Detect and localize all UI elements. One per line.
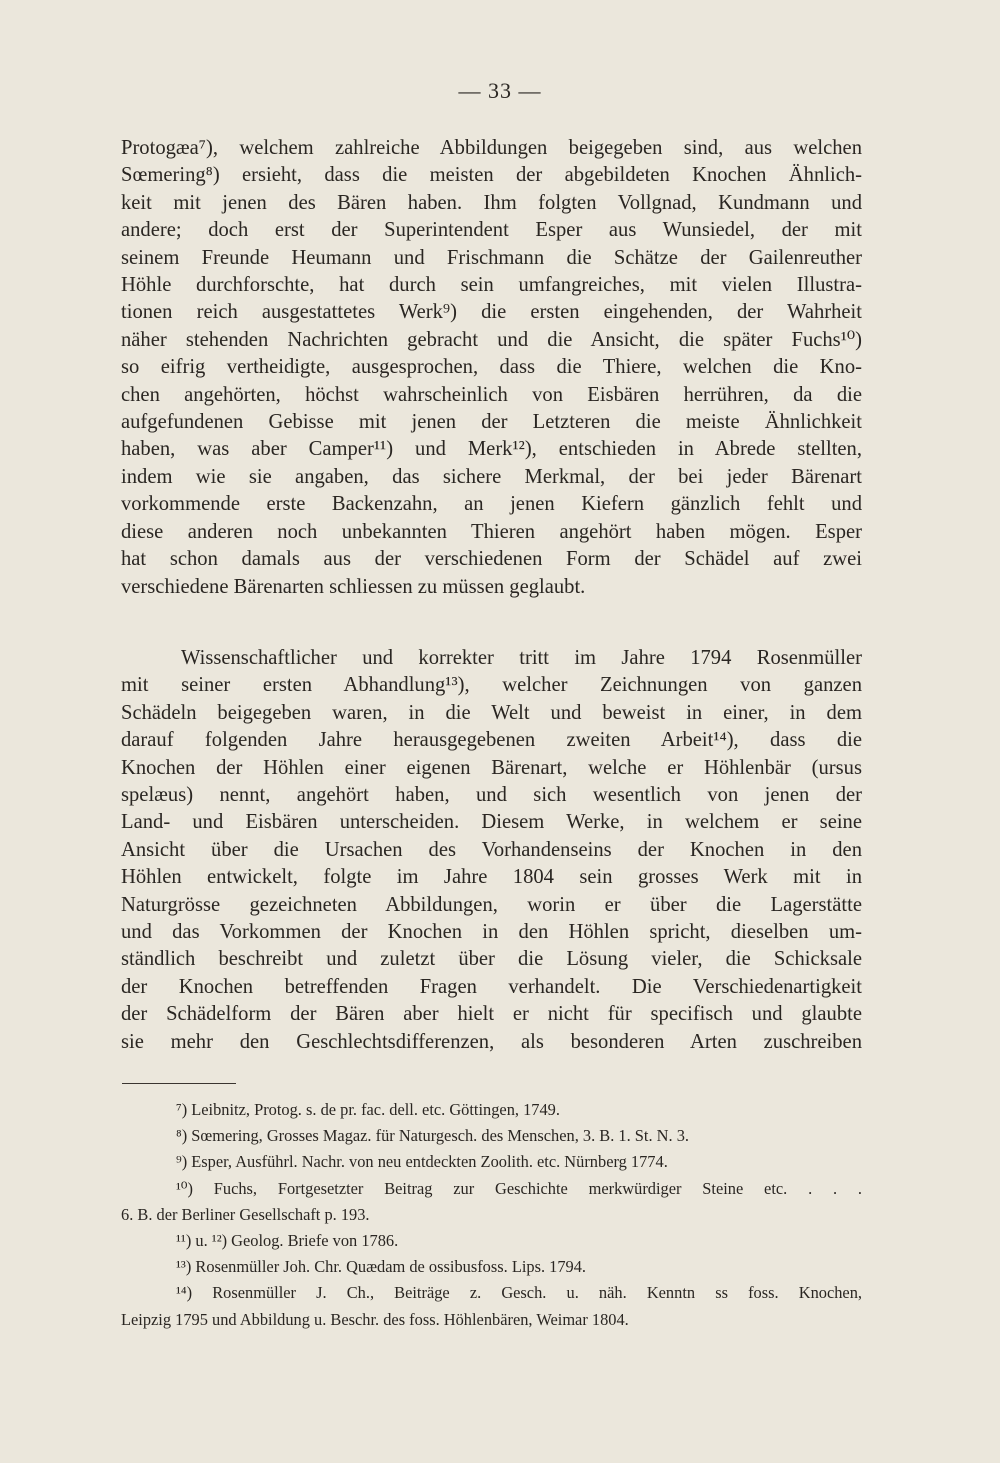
text-line: der Knochen betreffenden Fragen verhandelt. Die Verschiedenartigkeit bbox=[121, 975, 862, 998]
text-line: spelæus) nennt, angehört haben, und sich wesentlich von jenen der bbox=[121, 784, 862, 807]
text-line: keit mit jenen des Bären haben. Ihm folgten Vollgnad, Kundmann und bbox=[121, 191, 862, 214]
text-line: chen angehörten, höchst wahrscheinlich von Eisbären herrühren, da die bbox=[121, 383, 862, 406]
text-line: Schädeln beigegeben waren, in die Welt und beweist in einer, in dem bbox=[121, 701, 862, 724]
text-line: diese anderen noch unbekannten Thieren angehört haben mögen. Esper bbox=[121, 520, 862, 543]
footnote: ¹¹) u. ¹²) Geolog. Briefe von 1786. bbox=[176, 1231, 399, 1251]
text-line: näher stehenden Nachrichten gebracht und die Ansicht, die später Fuchs¹⁰) bbox=[121, 328, 862, 351]
text-line: sie mehr den Geschlechtsdifferenzen, als besonderen Arten zuschreiben bbox=[121, 1030, 862, 1053]
paragraph-1 bbox=[121, 135, 862, 601]
text-line: darauf folgenden Jahre herausgegebenen zweiten Arbeit¹⁴), dass die bbox=[121, 729, 862, 752]
text-line: seinem Freunde Heumann und Frischmann die Schätze der Gailenreuther bbox=[121, 246, 862, 269]
text-line: vorkommende erste Backenzahn, an jenen Kiefern gänzlich fehlt und bbox=[121, 493, 862, 516]
text-line: andere; doch erst der Superintendent Esper aus Wunsiedel, der mit bbox=[121, 219, 862, 242]
footnote: ¹⁰) Fuchs, Fortgesetzter Beitrag zur Geschichte merkwürdiger Steine etc. . . . bbox=[176, 1178, 862, 1198]
footnote: ⁸) Sœmering, Grosses Magaz. für Naturgesch. des Menschen, 3. B. 1. St. N. 3. bbox=[176, 1126, 689, 1146]
text-line: Naturgrösse gezeichneten Abbildungen, worin er über die Lagerstätte bbox=[121, 893, 862, 916]
text-line: Sœmering⁸) ersieht, dass die meisten der abgebildeten Knochen Ähnlich- bbox=[121, 164, 862, 187]
footnote: ⁹) Esper, Ausführl. Nachr. von neu entdeckten Zoolith. etc. Nürnberg 1774. bbox=[176, 1152, 668, 1172]
text-line: Ansicht über die Ursachen des Vorhandenseins der Knochen in den bbox=[121, 838, 862, 861]
text-line: Protogæa⁷), welchem zahlreiche Abbildungen beigegeben sind, aus welchen bbox=[121, 137, 862, 159]
text-line: der Schädelform der Bären aber hielt er nicht für specifisch und glaubte bbox=[121, 1003, 862, 1026]
text-line: aufgefundenen Gebisse mit jenen der Letzteren die meiste Ähnlichkeit bbox=[121, 411, 862, 434]
text-line: so eifrig vertheidigte, ausgesprochen, dass die Thiere, welchen die Kno- bbox=[121, 356, 862, 379]
text-line: Land- und Eisbären unterscheiden. Diesem Werke, in welchem er seine bbox=[121, 811, 862, 834]
text-line: und das Vorkommen der Knochen in den Höhlen spricht, dieselben um- bbox=[121, 921, 862, 944]
text-line: verschiedene Bärenarten schliessen zu müssen geglaubt. bbox=[121, 575, 586, 598]
page-number: — 33 — bbox=[458, 78, 542, 103]
footnote-continuation: 6. B. der Berliner Gesellschaft p. 193. bbox=[121, 1204, 370, 1224]
text-line: Wissenschaftlicher und korrekter tritt im Jahre 1794 Rosenmüller bbox=[181, 647, 862, 669]
footnotes bbox=[121, 1097, 862, 1333]
footnote-divider bbox=[122, 1083, 236, 1084]
text-line: Höhlen entwickelt, folgte im Jahre 1804 sein grosses Werk mit in bbox=[121, 866, 862, 889]
footnote-continuation: Leipzig 1795 und Abbildung u. Beschr. des foss. Höhlenbären, Weimar 1804. bbox=[121, 1309, 629, 1329]
paragraph-2 bbox=[121, 645, 862, 1056]
footnote: ⁷) Leibnitz, Protog. s. de pr. fac. dell. etc. Göttingen, 1749. bbox=[176, 1100, 560, 1119]
text-line: haben, was aber Camper¹¹) und Merk¹²), entschieden in Abrede stellten, bbox=[121, 438, 862, 461]
text-line: tionen reich ausgestattetes Werk⁹) die ersten eingehenden, der Wahrheit bbox=[121, 301, 862, 324]
footnote: ¹⁴) Rosenmüller J. Ch., Beiträge z. Gesch. u. näh. Kenntn ss foss. Knochen, bbox=[176, 1283, 862, 1303]
text-line: mit seiner ersten Abhandlung¹³), welcher Zeichnungen von ganzen bbox=[121, 674, 862, 697]
text-line: Knochen der Höhlen einer eigenen Bärenart, welche er Höhlenbär (ursus bbox=[121, 756, 862, 779]
text-line: Höhle durchforschte, hat durch sein umfangreiches, mit vielen Illustra- bbox=[121, 274, 862, 297]
footnote: ¹³) Rosenmüller Joh. Chr. Quædam de ossibusfoss. Lips. 1794. bbox=[176, 1257, 587, 1277]
text-line: indem wie sie angaben, das sichere Merkmal, der bei jeder Bärenart bbox=[121, 465, 862, 488]
text-line: ständlich beschreibt und zuletzt über die Lösung vieler, die Schicksale bbox=[121, 948, 862, 971]
text-line: hat schon damals aus der verschiedenen Form der Schädel auf zwei bbox=[121, 548, 862, 571]
